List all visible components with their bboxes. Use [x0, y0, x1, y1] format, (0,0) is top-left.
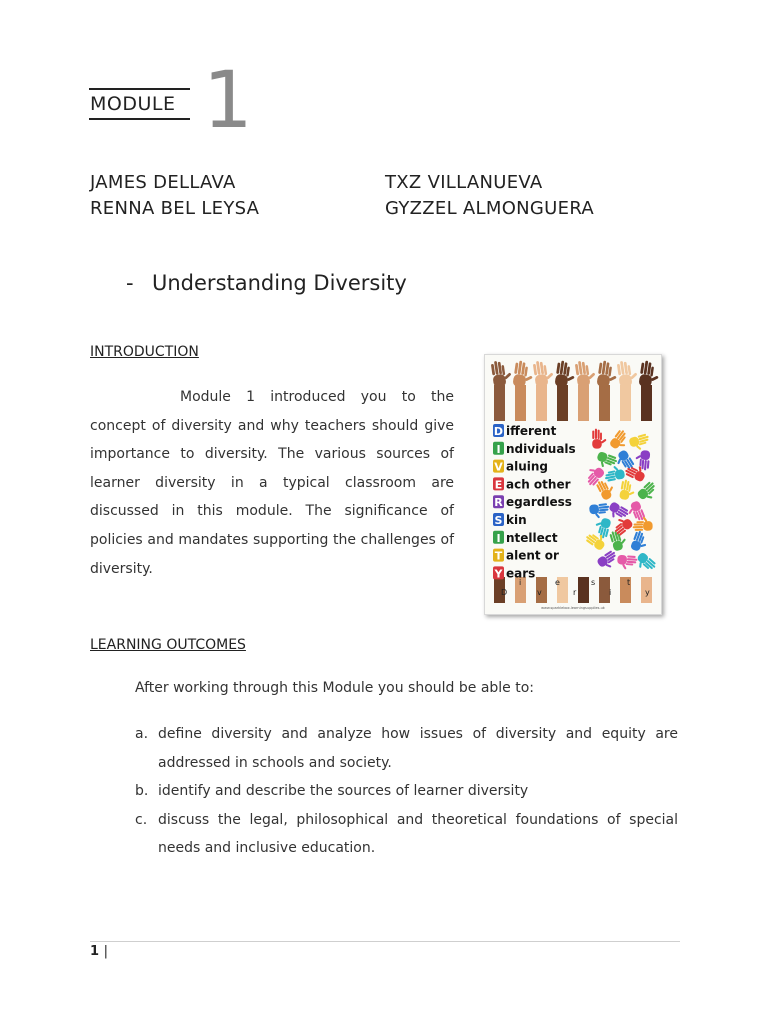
- author-name: JAMES DELLAVA: [90, 172, 236, 193]
- introduction-heading: INTRODUCTION: [90, 344, 199, 360]
- raised-arm: [536, 385, 547, 421]
- module-rule-top: [89, 88, 190, 90]
- acrostic-letter: Y: [494, 567, 503, 581]
- hand-print-icon: [554, 360, 576, 389]
- raised-arm: [557, 385, 568, 421]
- poster-bottom-letter: e: [555, 578, 560, 587]
- diversity-poster: [484, 354, 662, 615]
- author-name: RENNA BEL LEYSA: [90, 198, 260, 219]
- list-marker: b.: [135, 783, 149, 800]
- hand-print-icon: [592, 429, 606, 449]
- acrostic-letter: T: [494, 549, 503, 563]
- hand-print-icon: [628, 433, 651, 452]
- module-subtitle: [126, 271, 407, 295]
- acrostic-word: alent or: [506, 548, 559, 563]
- acrostic-letter: D: [493, 425, 504, 438]
- learning-outcomes-intro: After working through this Module you should be able to:: [135, 680, 535, 696]
- introduction-text: Module 1 introduced you to the concept of diversity and why teachers should give importance to diversity. The various sources of learner diversity in a typical classroom are discussed in this module. The significance of policies and mandates supporting the challenges of diversity.: [90, 389, 454, 577]
- author-name: GYZZEL ALMONGUERA: [385, 198, 595, 219]
- acrostic-word: ifferent: [506, 424, 557, 438]
- hand-print-icon: [636, 480, 660, 504]
- poster-bottom-letter: y: [645, 588, 650, 597]
- raised-arm: [515, 385, 526, 421]
- hand-print-icon: [619, 479, 637, 501]
- poster-bottom-letter: v: [537, 588, 542, 597]
- list-item: [135, 806, 678, 863]
- acrostic-letter: S: [494, 514, 503, 527]
- module-number: 1: [203, 56, 253, 146]
- introduction-body: [90, 383, 454, 583]
- raised-arm: [620, 385, 631, 421]
- acrostic-word: ears: [506, 566, 536, 581]
- hand-print-icon: [617, 359, 639, 388]
- poster-bottom-letter: t: [627, 578, 631, 587]
- hand-print-icon: [634, 450, 650, 471]
- page-footer: [90, 944, 108, 959]
- raised-arm: [494, 385, 505, 421]
- hand-print-icon: [633, 551, 658, 575]
- diversity-poster-art: [485, 355, 661, 614]
- hand-print-icon: [609, 428, 633, 453]
- poster-bottom-letter: i: [519, 578, 522, 587]
- raised-arm: [599, 385, 610, 421]
- raised-arm: [641, 385, 652, 421]
- hand-print-icon: [575, 359, 597, 388]
- footer-rule: [90, 941, 680, 942]
- poster-url: www.sparklebox.learningsupplies.uk: [541, 606, 605, 610]
- list-item: [135, 720, 678, 777]
- acrostic-letter: E: [494, 478, 503, 492]
- module-label: MODULE: [90, 93, 176, 115]
- acrostic-word: ach other: [506, 477, 571, 492]
- acrostic-letter: R: [494, 496, 503, 510]
- list-item: [135, 777, 678, 806]
- poster-bottom-letter: i: [609, 588, 612, 597]
- hand-print-icon: [533, 359, 555, 388]
- learning-outcomes-heading: LEARNING OUTCOMES: [90, 637, 246, 653]
- acrostic-letter: V: [494, 460, 503, 474]
- hand-print-icon: [596, 360, 618, 389]
- author-name: TXZ VILLANUEVA: [385, 172, 543, 193]
- hand-print-icon: [589, 503, 610, 519]
- list-marker: a.: [135, 726, 149, 742]
- acrostic-word: ntellect: [506, 530, 558, 545]
- footer-separator: |: [103, 944, 108, 959]
- subtitle-dash: -: [126, 271, 134, 295]
- acrostic-word: egardless: [506, 495, 572, 510]
- hand-print-icon: [617, 555, 638, 571]
- poster-bottom-letter: r: [573, 588, 577, 597]
- list-item-text: define diversity and analyze how issues of diversity and equity are addressed in schools and society.: [158, 726, 678, 771]
- acrostic-word: kin: [506, 513, 527, 527]
- page-number: 1: [90, 944, 100, 959]
- hand-print-icon: [603, 464, 625, 482]
- list-item-text: discuss the legal, philosophical and theoretical foundations of special needs and inclusive education.: [158, 811, 678, 857]
- hand-print-icon: [630, 530, 650, 554]
- hand-print-icon: [512, 360, 534, 389]
- list-item-text: identify and describe the sources of learner diversity: [158, 783, 529, 800]
- module-rule-bottom: [89, 118, 190, 120]
- poster-bottom-letter: s: [591, 578, 596, 587]
- hand-print-icon: [596, 549, 621, 572]
- acrostic-letter: I: [496, 531, 501, 545]
- acrostic-word: ndividuals: [506, 441, 576, 456]
- acrostic-word: aluing: [506, 459, 548, 474]
- raised-arm: [578, 385, 589, 421]
- acrostic-letter: I: [496, 442, 501, 456]
- hand-print-icon: [638, 360, 660, 389]
- subtitle-text: Understanding Diversity: [152, 271, 407, 295]
- list-marker: c.: [135, 811, 148, 828]
- hand-print-icon: [491, 359, 513, 388]
- lower-arm: [578, 577, 589, 603]
- learning-outcomes-list: [135, 720, 678, 863]
- poster-bottom-letter: D: [501, 588, 508, 597]
